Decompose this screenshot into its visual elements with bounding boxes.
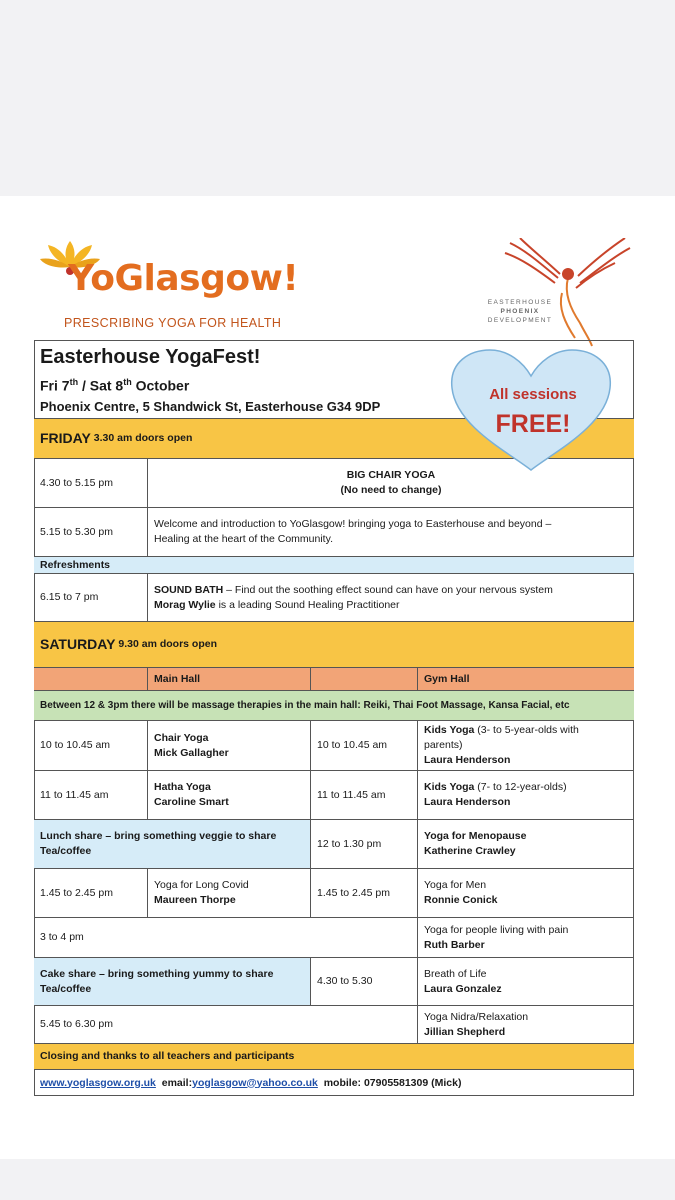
table-row: 3 to 4 pm Yoga for people living with pain Ruth Barber	[34, 917, 634, 957]
friday-header: FRIDAY 3.30 am doors open	[34, 418, 634, 458]
closing-row: Closing and thanks to all teachers and participants	[34, 1043, 634, 1069]
logo-tagline: PRESCRIBING YOGA FOR HEALTH	[64, 316, 282, 330]
badge-line1: All sessions	[489, 386, 577, 403]
hall-header-row: Main Hall Gym Hall	[34, 667, 634, 690]
event-venue: Phoenix Centre, 5 Shandwick St, Easterhouse G34 9DP	[40, 399, 381, 414]
table-row: 6.15 to 7 pm SOUND BATH – Find out the soothing effect sound can have on your nervous system Morag Wylie is a leading Sound Healing Practitioner	[34, 573, 634, 621]
table-row: 1.45 to 2.45 pm Yoga for Long Covid Maureen Thorpe 1.45 to 2.45 pm Yoga for Men Ronnie Conick	[34, 868, 634, 917]
background-band	[0, 1159, 675, 1200]
phoenix-logo-icon	[500, 238, 635, 348]
event-title: Easterhouse YogaFest!	[40, 346, 261, 368]
partner-logo-text: EASTERHOUSE PHOENIX DEVELOPMENT	[487, 299, 553, 324]
saturday-header: SATURDAY 9.30 am doors open	[34, 621, 634, 667]
table-row: Lunch share – bring something veggie to share Tea/coffee 12 to 1.30 pm Yoga for Menopause Katherine Crawley	[34, 819, 634, 868]
logo-wordmark: YoGlasgow!	[68, 258, 299, 299]
refreshments-row: Refreshments	[34, 556, 634, 573]
table-row: Cake share – bring something yummy to share Tea/coffee 4.30 to 5.30 Breath of Life Laura Gonzalez	[34, 957, 634, 1005]
website-link[interactable]: www.yoglasgow.org.uk	[40, 1076, 156, 1089]
mobile-number: mobile: 07905581309 (Mick)	[323, 1076, 462, 1089]
badge-line2: FREE!	[495, 410, 571, 438]
table-row: 5.45 to 6.30 pm Yoga Nidra/Relaxation Jillian Shepherd	[34, 1005, 634, 1043]
table-row: 11 to 11.45 am Hatha Yoga Caroline Smart 11 to 11.45 am Kids Yoga (7- to 12-year-olds) Laura Henderson	[34, 770, 634, 819]
massage-row: Between 12 & 3pm there will be massage therapies in the main hall: Reiki, Thai Foot Massage, Kansa Facial, etc	[34, 690, 634, 720]
footer-row: www.yoglasgow.org.uk email: yoglasgow@yahoo.co.uk mobile: 07905581309 (Mick)	[34, 1069, 634, 1096]
table-row: 4.30 to 5.15 pm BIG CHAIR YOGA (No need to change)	[34, 458, 634, 507]
email-link[interactable]: yoglasgow@yahoo.co.uk	[192, 1076, 318, 1089]
table-row: 10 to 10.45 am Chair Yoga Mick Gallagher 10 to 10.45 am Kids Yoga (3- to 5-year-olds with parents) Laura Henderson	[34, 720, 634, 770]
event-dates: Fri 7th / Sat 8th October	[40, 377, 190, 394]
table-row: 5.15 to 5.30 pm Welcome and introduction to YoGlasgow! bringing yoga to Easterhouse and beyond – Healing at the heart of the Community.	[34, 507, 634, 556]
